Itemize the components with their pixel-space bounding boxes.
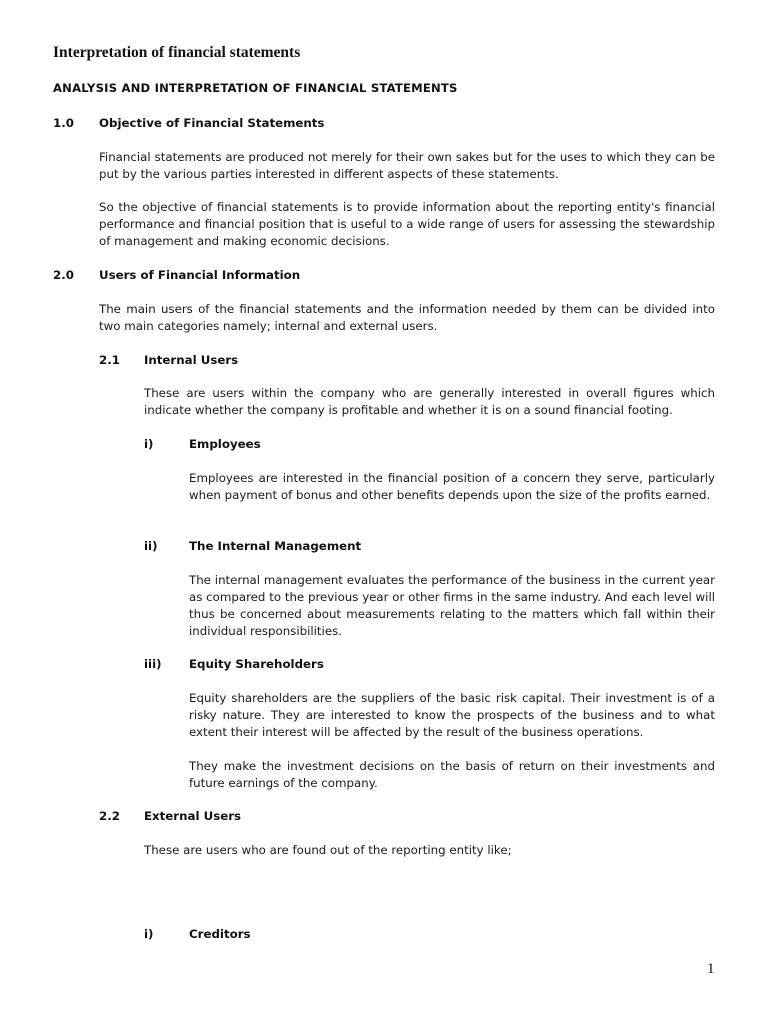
paragraph: These are users within the company who are generally interested in overall figures which indicate whether the company is profitable and whether it is on a sound financial footing. — [144, 386, 715, 417]
main-heading: ANALYSIS AND INTERPRETATION OF FINANCIAL STATEMENTS — [53, 81, 458, 95]
item-number: i) — [144, 927, 154, 941]
paragraph: So the objective of financial statements is to provide information about the reporting entity's financial performance and financial position that is useful to a wide range of users for assessing the stewardship of management and making economic decisions. — [99, 200, 715, 248]
item-heading: Creditors — [189, 927, 251, 941]
item-number: iii) — [144, 657, 162, 671]
paragraph: These are users who are found out of the reporting entity like; — [144, 843, 512, 857]
item-number: ii) — [144, 539, 158, 553]
paragraph: Equity shareholders are the suppliers of the basic risk capital. Their investment is of a risky nature. They are interested to know the prospects of the business and to what extent their interest will be affected by the result of the business operations. — [189, 691, 715, 739]
section-number: 1.0 — [53, 116, 74, 130]
subsection-heading: Internal Users — [144, 353, 239, 367]
paragraph: They make the investment decisions on the basis of return on their investments and future earnings of the company. — [189, 759, 715, 790]
item-heading: Equity Shareholders — [189, 657, 324, 671]
item-heading: Employees — [189, 437, 261, 451]
section-heading: Objective of Financial Statements — [99, 116, 325, 130]
page-number: 1 — [707, 961, 715, 977]
subsection-number: 2.2 — [99, 809, 120, 823]
paragraph: The internal management evaluates the performance of the business in the current year as compared to the previous year or other firms in the same industry. And each level will thus be concerned about measurements relating to the matters which fall within their individual responsibilities. — [189, 573, 715, 638]
paragraph: The main users of the financial statements and the information needed by them can be divided into two main categories namely; internal and external users. — [99, 302, 715, 333]
paragraph: Financial statements are produced not merely for their own sakes but for the uses to which they can be put by the various parties interested in different aspects of these statements. — [99, 150, 715, 181]
section-heading: Users of Financial Information — [99, 268, 301, 282]
paragraph: Employees are interested in the financial position of a concern they serve, particularly when payment of bonus and other benefits depends upon the size of the profits earned. — [189, 471, 715, 502]
document-title: Interpretation of financial statements — [53, 44, 301, 61]
subsection-number: 2.1 — [99, 353, 120, 367]
item-heading: The Internal Management — [189, 539, 362, 553]
item-number: i) — [144, 437, 154, 451]
subsection-heading: External Users — [144, 809, 242, 823]
section-number: 2.0 — [53, 268, 74, 282]
